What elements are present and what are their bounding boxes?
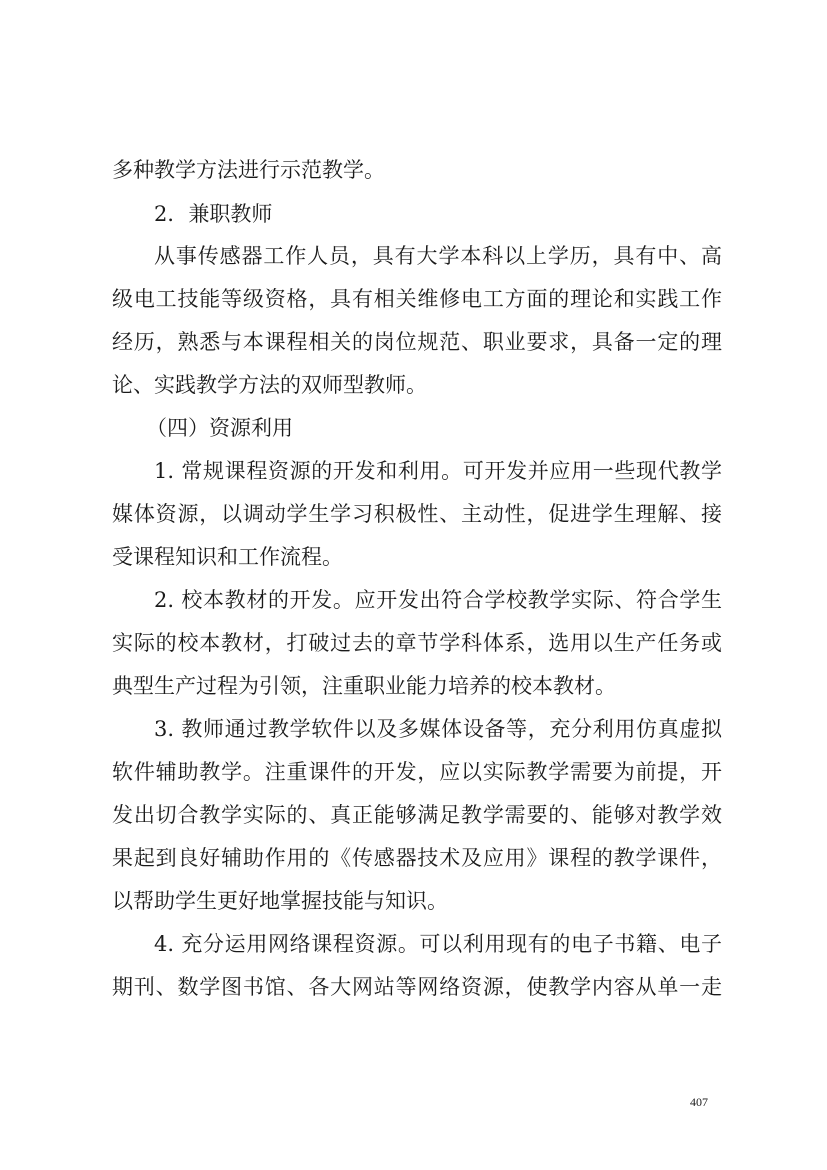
paragraph-line: 级电工技能等级资格，具有相关维修电工方面的理论和实践工作 [112, 287, 722, 311]
paragraph-line: 实际的校本教材，打破过去的章节学科体系，选用以生产任务或 [112, 631, 722, 655]
paragraph-line: 发出切合教学实际的、真正能够满足教学需要的、能够对教学效 [112, 803, 722, 827]
paragraph-line: 论、实践教学方法的双师型教师。 [112, 373, 427, 397]
section-heading: 2．兼职教师 [154, 202, 273, 226]
paragraph-line: 3. 教师通过教学软件以及多媒体设备等，充分利用仿真虚拟 [154, 717, 722, 741]
paragraph-line: 多种教学方法进行示范教学。 [112, 158, 385, 182]
page-number: 407 [690, 1095, 708, 1109]
paragraph-line: 典型生产过程为引领，注重职业能力培养的校本教材。 [112, 674, 616, 698]
paragraph-line: 4. 充分运用网络课程资源。可以利用现有的电子书籍、电子 [154, 932, 722, 956]
section-heading: （四）资源利用 [146, 416, 293, 440]
paragraph-line: 经历，熟悉与本课程相关的岗位规范、职业要求，具备一定的理 [112, 330, 722, 354]
paragraph-line: 从事传感器工作人员，具有大学本科以上学历，具有中、高 [154, 244, 722, 268]
paragraph-line: 以帮助学生更好地掌握技能与知识。 [112, 889, 448, 913]
paragraph-line: 期刊、数学图书馆、各大网站等网络资源，使教学内容从单一走 [112, 975, 722, 999]
paragraph-line: 媒体资源，以调动学生学习积极性、主动性，促进学生理解、接 [112, 502, 722, 526]
paragraph-line: 受课程知识和工作流程。 [112, 545, 343, 569]
paragraph-line: 2. 校本教材的开发。应开发出符合学校教学实际、符合学生 [154, 588, 722, 612]
paragraph-line: 果起到良好辅助作用的《传感器技术及应用》课程的教学课件， [112, 846, 722, 870]
paragraph-line: 1. 常规课程资源的开发和利用。可开发并应用一些现代教学 [154, 459, 722, 483]
paragraph-line: 软件辅助教学。注重课件的开发，应以实际教学需要为前提，开 [112, 760, 722, 784]
